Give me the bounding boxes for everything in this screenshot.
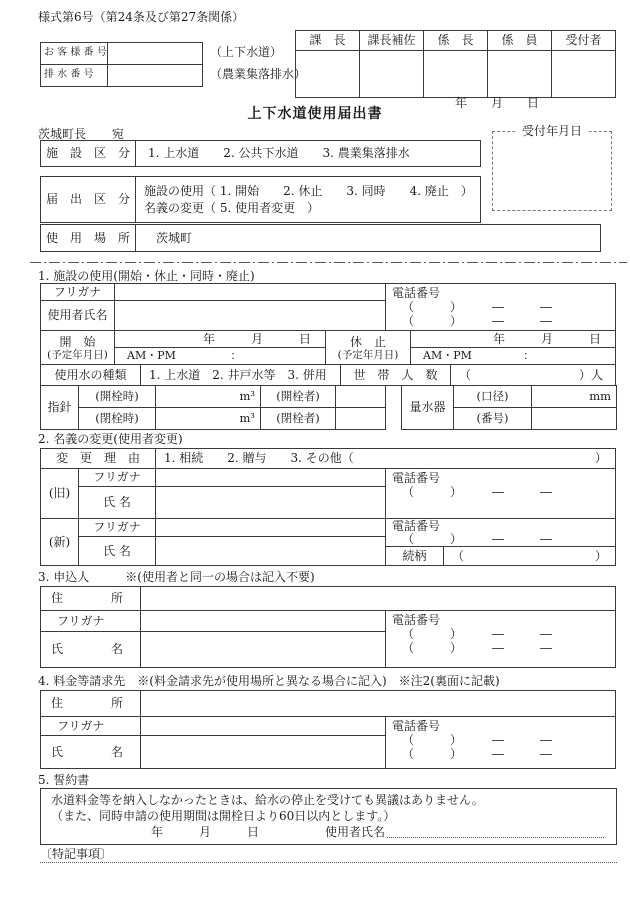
phone-label: 電話番号 <box>392 613 441 627</box>
start-date-cell <box>115 331 326 365</box>
section1-heading: 1. 施設の使用(開始・休止・同時・廃止) <box>38 269 255 283</box>
household-size-label: 世 帯 人 数 <box>341 365 451 386</box>
stop-label-cell <box>326 331 411 365</box>
furigana-label: フリガナ <box>79 469 156 487</box>
pledge-line2: （また、同時申請の使用期間は開栓日より60日以内とします。） <box>51 809 396 823</box>
receipt-date-label: 受付年月日 <box>515 124 589 139</box>
drainage-number-label: 排 水 番 号 <box>41 65 108 87</box>
relation-value <box>444 549 615 564</box>
change-reason-close: ） <box>595 451 608 465</box>
water-meter-label: 量水器 <box>402 386 454 430</box>
household-size-value: （ ）人 <box>451 365 616 386</box>
open-reading-field: m³ <box>156 386 261 408</box>
new-name-label: 氏 名 <box>79 537 156 566</box>
new-user-label: (新) <box>41 519 79 566</box>
customer-number-field <box>108 43 203 65</box>
start-ymd-label: 年 月 日 <box>115 332 325 348</box>
notification-category-row <box>40 176 481 223</box>
waterworks-note: （上下水道） <box>210 45 283 59</box>
stamp-header-kakariin: 係 員 <box>488 31 552 51</box>
furigana-label: フリガナ <box>41 717 141 736</box>
customer-number-label: お 客 様 番 号 <box>41 43 108 65</box>
section3-table <box>40 586 616 668</box>
relation-label: 続柄 <box>386 547 444 566</box>
stamp-cell <box>488 51 552 98</box>
opener-label: (開栓者) <box>261 386 336 408</box>
new-name-field <box>156 537 386 566</box>
close-reading-field: m³ <box>156 408 261 430</box>
addressee-suffix: 宛 <box>111 127 124 141</box>
diameter-field: mm <box>532 386 617 408</box>
new-phone-cell <box>386 519 616 547</box>
user-name-label: 使用者氏名 <box>41 301 115 331</box>
change-reason-options <box>156 451 615 466</box>
form-number-note: 様式第6号（第24条及び第27条関係） <box>38 10 245 24</box>
address-label: 住 所 <box>41 587 141 611</box>
agricultural-drainage-note: （農業集落排水） <box>210 67 307 81</box>
closer-label: (閉栓者) <box>261 408 336 430</box>
time-colon: ： <box>230 348 242 362</box>
stop-ymd-label: 年 月 日 <box>411 332 615 348</box>
notification-usage-line: 施設の使用（ 1. 開始 2. 休止 3. 同時 4. 廃止 ） <box>144 183 473 198</box>
phone-label: 電話番号 <box>392 471 441 485</box>
stamp-header-kachohosa: 課長補佐 <box>360 31 424 51</box>
meter-row <box>40 386 617 430</box>
old-furigana-field <box>156 469 386 487</box>
number-notes <box>210 41 306 85</box>
furigana-label: フリガナ <box>41 284 115 301</box>
stop-date-cell <box>411 331 616 365</box>
phone-line: （ ） ― ― <box>402 747 553 761</box>
drainage-number-field <box>108 65 203 87</box>
change-reason-label: 変 更 理 由 <box>41 449 156 469</box>
signer-label: 使用者氏名 <box>325 825 386 839</box>
section2-table <box>40 448 616 566</box>
signature-dotted-line <box>387 824 604 838</box>
furigana-label: フリガナ <box>41 611 141 632</box>
change-reason-text: 1. 相続 2. 贈与 3. その他（ <box>164 451 354 465</box>
phone-line: （ ） ― ― <box>402 314 553 328</box>
applicant-name-field <box>141 632 386 668</box>
phone-label: 電話番号 <box>392 519 441 533</box>
stop-sub-label: (予定年月日) <box>337 348 399 361</box>
usage-place-label: 使 用 場 所 <box>41 225 136 252</box>
pointer-label: 指針 <box>41 386 79 430</box>
user-name-field <box>115 301 386 331</box>
billing-name-field <box>141 736 386 769</box>
meter-number-label: (番号) <box>454 408 532 430</box>
special-notes-row <box>40 846 617 863</box>
relation-value-cell <box>444 547 616 566</box>
facility-category-options: 1. 上水道 2. 公共下水道 3. 農業集落排水 <box>136 141 481 167</box>
furigana-label: フリガナ <box>79 519 156 537</box>
change-reason-options-cell <box>156 449 616 469</box>
old-phone-cell <box>386 469 616 519</box>
billing-address-field <box>141 691 616 717</box>
stop-time-row <box>411 348 615 364</box>
old-user-label: (旧) <box>41 469 79 519</box>
stamp-header-kacho: 課 長 <box>296 31 360 51</box>
old-name-field <box>156 487 386 519</box>
relation-open: （ <box>452 548 465 563</box>
section3-heading: 3. 申込人 ※(使用者と同一の場合は記入不要) <box>38 570 315 584</box>
stamp-header-uketsukesha: 受付者 <box>552 31 616 51</box>
time-colon: ： <box>523 348 535 362</box>
stamp-cell <box>360 51 424 98</box>
relation-close: ） <box>595 548 608 563</box>
start-time-row <box>115 348 325 364</box>
water-type-options: 1. 上水道 2. 井戸水等 3. 併用 <box>141 365 341 386</box>
facility-category-row <box>40 140 481 167</box>
section4-table <box>40 690 616 769</box>
usage-place-value: 茨城町 <box>136 225 601 252</box>
applicant-address-field <box>141 587 616 611</box>
page-title: 上下水道使用届出書 <box>247 106 383 122</box>
phone-label: 電話番号 <box>392 719 441 733</box>
stamp-cell <box>424 51 488 98</box>
closer-field <box>336 408 386 430</box>
notification-category-options <box>136 177 481 223</box>
phone-label: 電話番号 <box>392 286 441 300</box>
section-separator <box>30 262 627 263</box>
section4-heading: 4. 料金等請求先 ※(料金請求先が使用場所と異なる場合に記入) ※注2(裏面に記載) <box>38 674 500 688</box>
furigana-field <box>115 284 386 301</box>
usage-place-row <box>40 224 601 252</box>
ampm-label: AM・PM <box>423 348 472 362</box>
phone-line: （ ） ― ― <box>402 300 553 314</box>
applicant-phone-cell <box>386 611 616 668</box>
addressee-name: 茨城町長 <box>38 127 87 141</box>
approval-stamp-table <box>295 30 616 98</box>
stamp-cell <box>296 51 360 98</box>
applicant-furigana-field <box>141 611 386 632</box>
water-type-label: 使用水の種類 <box>41 365 141 386</box>
old-name-label: 氏 名 <box>79 487 156 519</box>
phone-line: （ ） ― ― <box>402 733 553 747</box>
opener-field <box>336 386 386 408</box>
section1-table <box>40 284 617 430</box>
phone-line: （ ） ― ― <box>402 485 553 499</box>
billing-furigana-field <box>141 717 386 736</box>
stamp-cell <box>552 51 616 98</box>
pledge-date-line: 年 月 日 <box>151 825 260 839</box>
start-label: 開 始 <box>59 334 96 349</box>
meter-number-field <box>532 408 617 430</box>
start-sub-label: (予定年月日) <box>47 348 108 361</box>
section5-heading: 5. 誓約書 <box>38 773 90 787</box>
ampm-label: AM・PM <box>127 348 176 362</box>
pledge-line1: 水道料金等を納入しなかったときは、給水の停止を受けても異議はありません。 <box>51 793 484 807</box>
open-time-label: (開栓時) <box>79 386 156 408</box>
customer-number-table <box>40 42 203 87</box>
notification-namechange-line: 名義の変更（ 5. 使用者変更 ） <box>144 200 320 215</box>
new-furigana-field <box>156 519 386 537</box>
address-label: 住 所 <box>41 691 141 717</box>
stop-label: 休 止 <box>349 334 386 349</box>
special-notes-label: 〔特記事項〕 <box>40 847 113 861</box>
name-label: 氏 名 <box>41 736 141 769</box>
name-label: 氏 名 <box>41 632 141 668</box>
notification-category-label: 届 出 区 分 <box>41 177 136 223</box>
phone-line: （ ） ― ― <box>402 627 553 641</box>
phone-line: （ ） ― ― <box>402 641 553 655</box>
section2-heading: 2. 名義の変更(使用者変更) <box>38 432 183 446</box>
phone-cell <box>386 284 616 331</box>
header-date-line: 年 月 日 <box>455 96 540 110</box>
diameter-label: (口径) <box>454 386 532 408</box>
receipt-date-box <box>492 124 612 211</box>
start-label-cell <box>41 331 115 365</box>
stamp-header-kakaricho: 係 長 <box>424 31 488 51</box>
billing-phone-cell <box>386 717 616 769</box>
phone-line: （ ） ― ― <box>402 532 553 546</box>
close-time-label: (閉栓時) <box>79 408 156 430</box>
facility-category-label: 施 設 区 分 <box>41 141 136 167</box>
pledge-box <box>40 788 617 845</box>
pledge-sign-row <box>51 824 606 840</box>
